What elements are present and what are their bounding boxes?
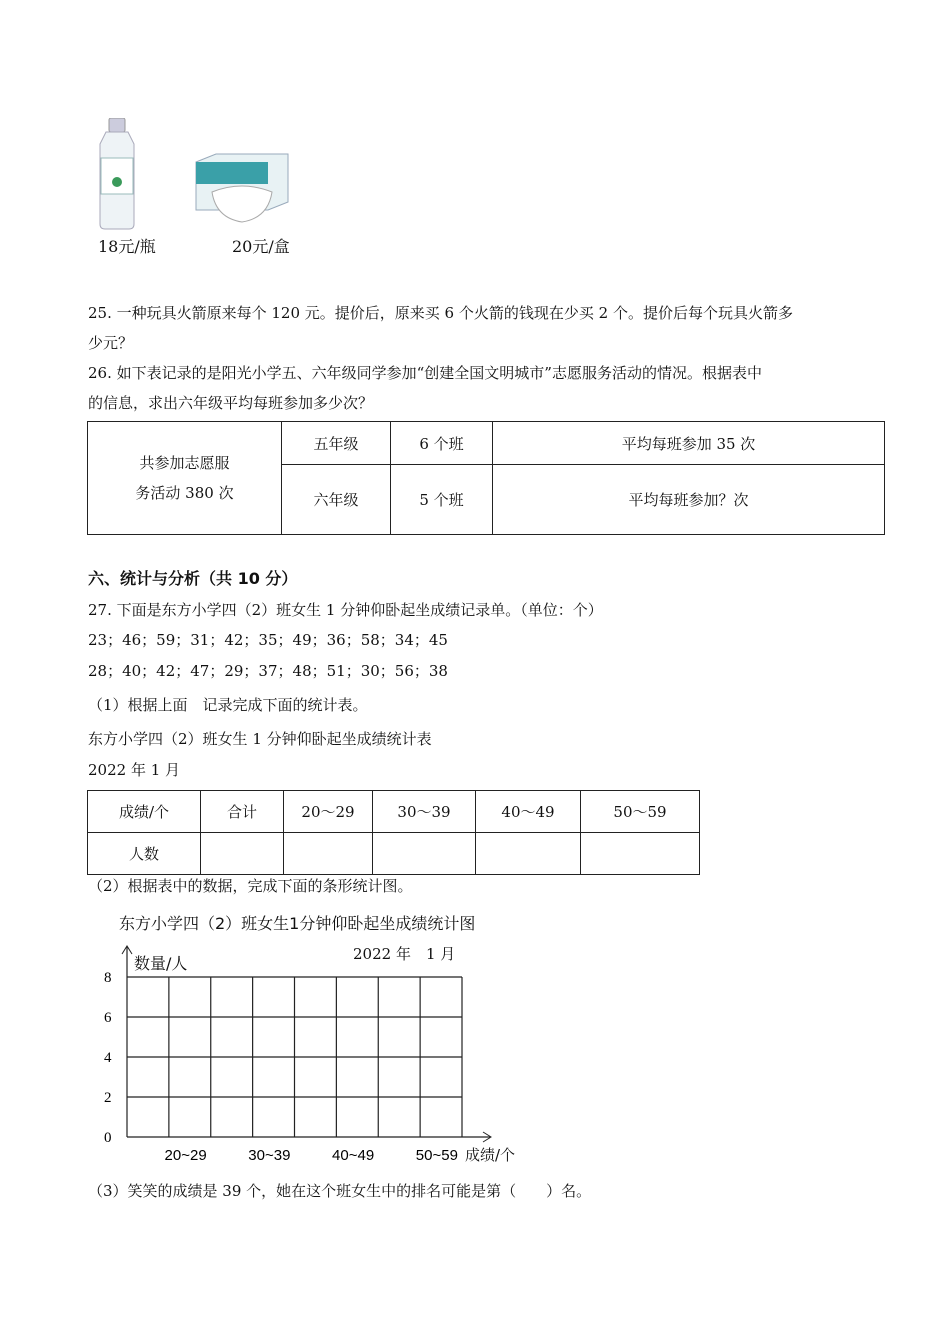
q26-line1: 26. 如下表记录的是阳光小学五、六年级同学参加“创建全国文明城市”志愿服务活动的情况。根据表中	[88, 364, 762, 382]
x-tick-label: 50~59	[415, 1147, 458, 1164]
q27-part3: （3）笑笑的成绩是 39 个，她在这个班女生中的排名可能是第（ ）名。	[88, 1182, 592, 1200]
y-tick-label: 2	[104, 1090, 112, 1106]
row-label: 人数	[88, 833, 201, 875]
table-date: 2022 年 1 月	[88, 761, 181, 779]
grade-cell: 五年级	[282, 422, 391, 465]
q27-intro: 27. 下面是东方小学四（2）班女生 1 分钟仰卧起坐成绩记录单。（单位：个）	[88, 601, 603, 619]
header-cell: 30～39	[373, 791, 476, 833]
y-tick-label: 8	[104, 970, 112, 986]
header-cell: 50～59	[581, 791, 700, 833]
q27-data2: 28；40；42；47；29；37；48；51；30；56；38	[88, 662, 448, 680]
table-title: 东方小学四（2）班女生 1 分钟仰卧起坐成绩统计表	[88, 730, 432, 748]
grade-cell: 六年级	[282, 465, 391, 535]
x-tick-label: 20~29	[164, 1147, 207, 1164]
q25-line1: 25. 一种玩具火箭原来每个 120 元。提价后，原来买 6 个火箭的钱现在少买 2 个。提价后每个玩具火箭多	[88, 304, 793, 322]
y-axis-label: 数量/人	[134, 954, 188, 973]
header-cell: 40～49	[476, 791, 581, 833]
q25-line2: 少元？	[88, 334, 134, 352]
classes-cell: 5 个班	[391, 465, 493, 535]
x-tick-label: 30~39	[248, 1147, 291, 1164]
avg-cell: 平均每班参加？次	[493, 465, 885, 535]
section-title: 六、统计与分析（共 10 分）	[88, 569, 298, 588]
header-cell: 成绩/个	[88, 791, 201, 833]
q27-part1: （1）根据上面 记录完成下面的统计表。	[88, 696, 368, 714]
q27-data1: 23；46；59；31；42；35；49；36；58；34；45	[88, 631, 448, 649]
header-cell: 合计	[201, 791, 284, 833]
header-cell: 20～29	[284, 791, 373, 833]
y-tick-label: 6	[104, 1010, 112, 1026]
total-cell: 共参加志愿服 务活动 380 次	[88, 422, 282, 535]
q26-line2: 的信息，求出六年级平均每班参加多少次？	[88, 394, 374, 412]
y-tick-label: 0	[104, 1130, 112, 1146]
x-axis-label: 成绩/个	[465, 1146, 516, 1164]
x-tick-label: 40~49	[332, 1147, 375, 1164]
y-tick-label: 4	[104, 1050, 112, 1066]
classes-cell: 6 个班	[391, 422, 493, 465]
chart-title: 东方小学四（2）班女生1分钟仰卧起坐成绩统计图	[119, 914, 476, 933]
avg-cell: 平均每班参加 35 次	[493, 422, 885, 465]
q27-part2: （2）根据表中的数据，完成下面的条形统计图。	[88, 877, 413, 895]
bottle-price: 18元/瓶	[98, 237, 156, 256]
chart-subtitle: 2022 年 1 月	[353, 945, 456, 963]
mask-price: 20元/盒	[232, 237, 290, 256]
